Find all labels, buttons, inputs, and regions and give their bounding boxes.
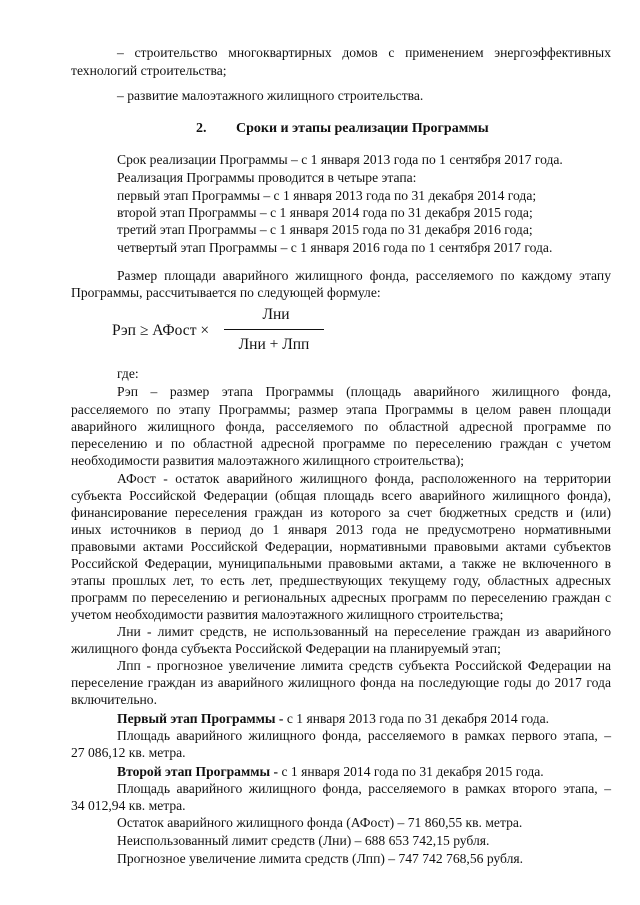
- intro-line: технологий строительства;: [71, 63, 227, 78]
- definition-line: жилищного фонда субъекта Российской Федерации на планируемый этап;: [71, 641, 501, 656]
- period-line: второй этап Программы – с 1 января 2014 года по 31 декабря 2015 года;: [117, 205, 533, 220]
- formula-denominator: Лни + Лпп: [238, 336, 310, 353]
- definition-line: Рэп – размер этапа Программы (площадь аварийного жилищного фонда,: [117, 384, 611, 399]
- definition-line: учетом необходимости развития малоэтажного жилищного строительства;: [71, 607, 504, 622]
- definition-line: правовыми актами Российской Федерации, нормативными правовыми актами субъектов: [71, 539, 611, 554]
- stage2-stat-line: Неиспользованный лимит средств (Лни) – 688 653 742,15 рубля.: [117, 833, 490, 848]
- period-line: Срок реализации Программы – с 1 января 2013 года по 1 сентября 2017 года.: [117, 152, 563, 167]
- formula: [112, 306, 332, 362]
- definition-line: Лни - лимит средств, не использованный на переселение граждан из аварийного: [117, 624, 611, 639]
- definition-line: расселяемого по этапу Программы; размер этапа Программы в целом равен площади: [71, 402, 611, 417]
- intro-line: – развитие малоэтажного жилищного строительства.: [117, 88, 424, 103]
- definition-line: субъекта Российской Федерации (общая площадь всего аварийного жилищного фонда),: [71, 488, 611, 503]
- period-line: третий этап Программы – с 1 января 2015 года по 31 декабря 2016 года;: [117, 222, 533, 237]
- definition-line: Лпп - прогнозное увеличение лимита средств субъекта Российской Федерации на: [117, 658, 611, 673]
- definition-line: финансирование переселения граждан из которого за счет бюджетных средств и (или): [71, 505, 611, 520]
- stage2-area-line: Площадь аварийного жилищного фонда, расселяемого в рамках второго этапа, –: [117, 781, 611, 796]
- stage1-title: Первый этап Программы -: [117, 711, 284, 726]
- definition-line: аварийного жилищного фонда, расселяемого по областной адресной программе по: [71, 419, 611, 434]
- where-label: где:: [117, 366, 139, 381]
- section-title: Сроки и этапы реализации Программы: [236, 121, 489, 136]
- stage2-title: Второй этап Программы -: [117, 764, 279, 779]
- definition-line: этапы прошлых лет, то есть лет, предшествующих текущему году, областных адресных: [71, 573, 611, 588]
- formula-lhs: Рэп ≥ АФост ×: [112, 322, 210, 339]
- stage1-heading: [117, 711, 549, 727]
- formula-numerator: Лни: [262, 306, 290, 323]
- stage2-stat-line: Прогнозное увеличение лимита средств (Лпп) – 747 742 768,56 рубля.: [117, 851, 524, 866]
- definition-line: Российской Федерации, муниципальными правовыми актами, а также не включенного в: [71, 556, 611, 571]
- section-number: 2.: [196, 121, 207, 136]
- definition-line: иных источников в период до 1 января 2013 года не предусмотрено нормативными: [71, 522, 611, 537]
- definition-line: переселение граждан из аварийного жилищного фонда на последующие годы до 2017 года: [71, 675, 611, 690]
- formula-intro-line: Программы, рассчитывается по следующей формуле:: [71, 285, 381, 300]
- intro-line: – строительство многоквартирных домов с применением энергоэффективных: [117, 45, 611, 60]
- definition-line: АФост - остаток аварийного жилищного фонда, расположенного на территории: [117, 471, 611, 486]
- definition-line: включительно.: [71, 692, 157, 707]
- stage2-period: с 1 января 2014 года по 31 декабря 2015 года.: [278, 764, 544, 779]
- stage1-area-value: 27 086,12 кв. метра.: [71, 745, 186, 760]
- formula-intro-line: Размер площади аварийного жилищного фонда, расселяемого по каждому этапу: [117, 268, 611, 283]
- stage2-heading: [117, 764, 544, 780]
- fraction-bar: [224, 329, 324, 330]
- stage1-area-line: Площадь аварийного жилищного фонда, расселяемого в рамках первого этапа, –: [117, 728, 611, 743]
- period-line: первый этап Программы – с 1 января 2013 года по 31 декабря 2014 года;: [117, 188, 537, 203]
- definition-line: необходимости развития малоэтажного жилищного строительства);: [71, 453, 465, 468]
- definition-line: программ по переселению и региональных адресных программ по переселению граждан с: [71, 590, 611, 605]
- stage2-stat-line: Остаток аварийного жилищного фонда (АФост) – 71 860,55 кв. метра.: [117, 815, 523, 830]
- period-line: Реализация Программы проводится в четыре этапа:: [117, 170, 417, 185]
- definition-line: переселению и по областной адресной программе по переселению граждан с учетом: [71, 436, 611, 451]
- stage1-period: с 1 января 2013 года по 31 декабря 2014 года.: [283, 711, 550, 726]
- period-line: четвертый этап Программы – с 1 января 2016 года по 1 сентября 2017 года.: [117, 240, 553, 255]
- stage2-area-value: 34 012,94 кв. метра.: [71, 798, 186, 813]
